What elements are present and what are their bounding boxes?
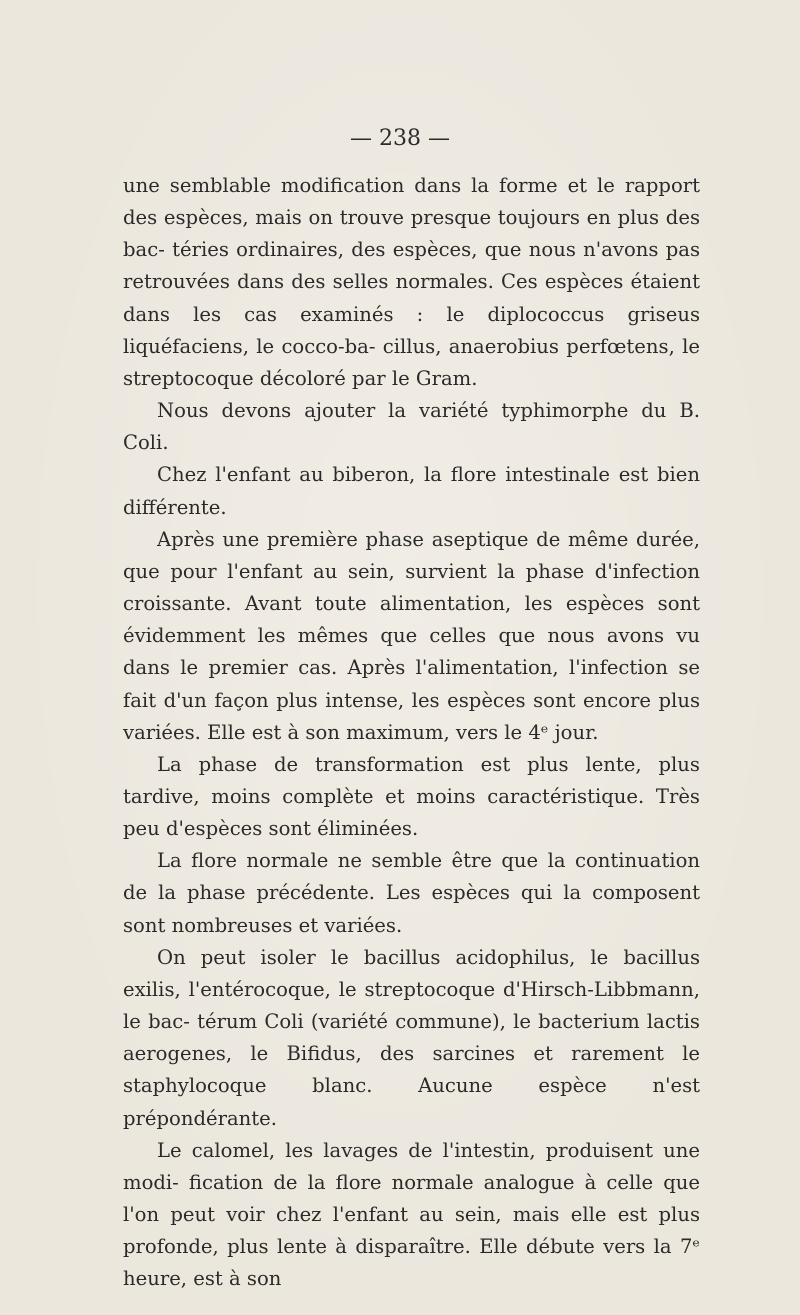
page-number: — 238 — [350,126,450,151]
paragraph-8: Le calomel, les lavages de l'intestin, produisent une modi- fication de la flore normale analogue à celle que l'on peut voir chez l'enfant au sein, mais elle est plus profonde, plus lente à disparaître. Elle débute vers la 7ᵉ heure, est à son [123,1138,700,1291]
paragraph-6: La flore normale ne semble être que la continuation de la phase précédente. Les espèces qui la composent sont nombreuses et variées. [123,849,700,937]
paragraph-3: Chez l'enfant au biberon, la flore intestinale est bien différente. [123,463,700,519]
paragraph-2: Nous devons ajouter la variété typhimorphe du B. Coli. [123,399,700,455]
body-text [123,170,700,1295]
paragraph-1: une semblable modification dans la forme et le rapport des espèces, mais on trouve presque toujours en plus des bac- téries ordinaires, des espèces, que nous n'avons pas retrouvées dans des selles normales. Ces espèces étaient dans les cas examinés : le diplococcus griseus liquéfaciens, le cocco-ba- cillus, anaerobius perfœtens, le streptocoque décoloré par le Gram. [123,174,700,390]
paragraph-5: La phase de transformation est plus lente, plus tardive, moins complète et moins caractéristique. Très peu d'espèces sont éliminées. [123,752,700,841]
paragraph-4: Après une première phase aseptique de même durée, que pour l'enfant au sein, survient la phase d'infection croissante. Avant toute alimentation, les espèces sont évidemment les mêmes que celles que nous avons vu dans le premier cas. Après l'alimentation, l'infection se fait d'un façon plus intense, les espèces sont encore plus variées. Elle est à son maximum, vers le 4ᵉ jour. [123,527,700,744]
paragraph-7: On peut isoler le bacillus acidophilus, le bacillus exilis, l'entérocoque, le streptocoque d'Hirsch-Libbmann, le bac- térum Coli (variété commune), le bacterium lactis aerogenes, le Bifidus, des sarcines et rarement le staphylocoque blanc. Aucune espèce n'est prépondérante. [123,945,700,1130]
